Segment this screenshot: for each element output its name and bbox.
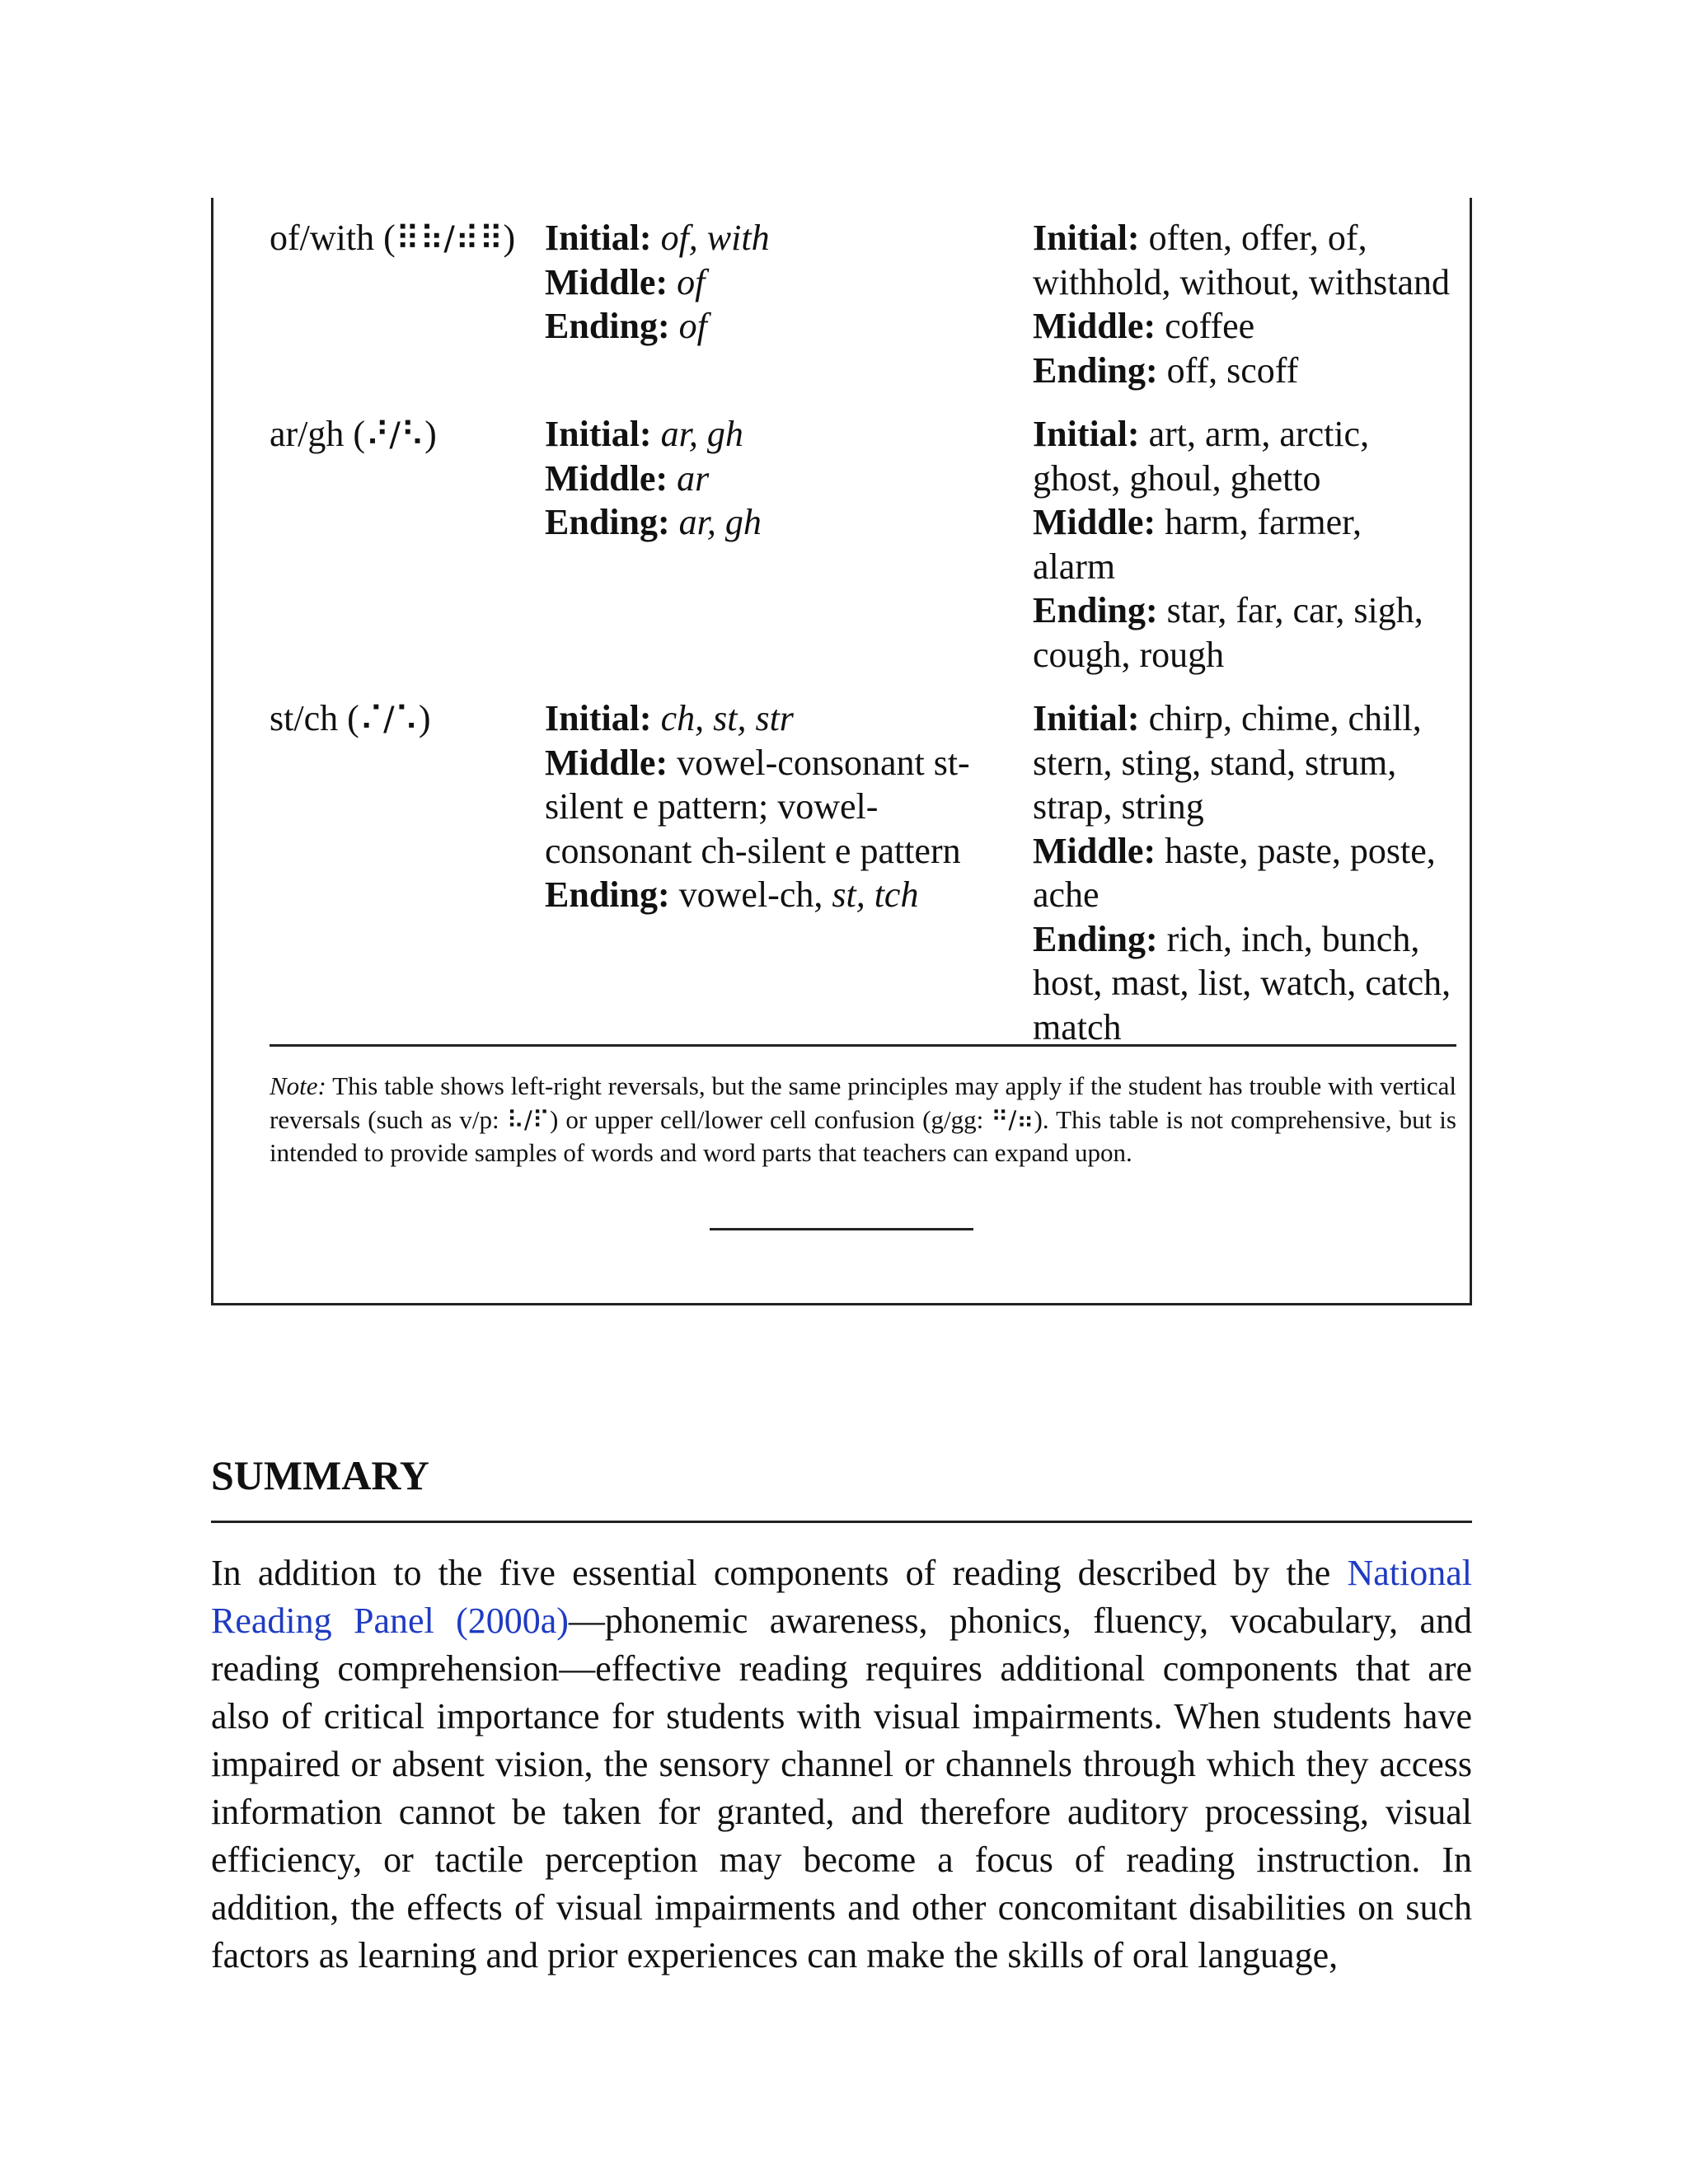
summary-paragraph: In addition to the five essential components of reading described by the National Reading Panel (2000a)—phonemic awareness, phonics, fluency, vocabulary, and reading comprehension—effective reading requires additional components that are also of critical importance for students with visual impairments. When students have impaired or absent vision, the sensory channel or channels through which they access information cannot be taken for granted, and therefore auditory processing, visual efficiency, or tactile perception may become a focus of reading instruction. In addition, the effects of visual impairments and other concomitant disabilities on such factors as learning and prior experiences can make the skills of oral language, bbox=[211, 1553, 1473, 1975]
examples-cell: Initial: often, offer, of, withhold, without, withstand Middle: coffee Ending: off, scoff bbox=[1033, 218, 1450, 391]
examples-cell: Initial: art, arm, arctic, ghost, ghoul, ghetto Middle: harm, farmer, alarm Ending: star, far, car, sigh, cough, rough bbox=[1033, 414, 1423, 675]
contexts-cell: Initial: ch, st, str Middle: vowel-consonant st- silent e pattern; vowel- consonant ch-silent e pattern Ending: vowel-ch, st, tch bbox=[545, 698, 970, 915]
table-row bbox=[270, 216, 1456, 392]
braille-cells: ⠧/⠏ bbox=[506, 1105, 550, 1134]
table-note: Note: This table shows left-right reversals, but the same principles may apply if the student has trouble with vertical reversals (such as v/p: ⠧/⠏) or upper cell/lower cell confusion (g/gg: ⠛/⠶). This table is not comprehensive, but is intended to provide samples of words and word parts that teachers can expand upon. bbox=[270, 1071, 1456, 1167]
contexts-cell: Initial: of, with Middle: of Ending: of bbox=[545, 218, 770, 346]
table-row bbox=[270, 412, 1456, 677]
section-divider bbox=[710, 1228, 973, 1230]
reversal-table bbox=[211, 198, 1472, 1305]
braille-cells: ⠜/⠣ bbox=[365, 416, 425, 454]
braille-cells: ⠛/⠶ bbox=[991, 1105, 1034, 1134]
table-row bbox=[270, 696, 1456, 1049]
letter-pair-cell: of/with (⠿⠷/⠾⠿) bbox=[270, 218, 516, 258]
contexts-cell: Initial: ar, gh Middle: ar Ending: ar, gh bbox=[545, 414, 762, 542]
table-rows bbox=[270, 216, 1456, 1049]
citation-link[interactable]: National Reading Panel (2000a) bbox=[211, 1553, 1472, 1641]
examples-cell: Initial: chirp, chime, chill, stern, sting, stand, strum, strap, string Middle: haste, paste, poste, ache Ending: rich, inch, bunch, host, mast, list, watch, catch, match bbox=[1033, 698, 1451, 1047]
section-heading: SUMMARY bbox=[211, 1452, 429, 1498]
heading-rule bbox=[211, 1521, 1472, 1523]
braille-cells: ⠌/⠡ bbox=[359, 701, 419, 738]
letter-pair-cell: st/ch (⠌/⠡) bbox=[270, 698, 431, 738]
letter-pair-cell: ar/gh (⠜/⠣) bbox=[270, 414, 437, 454]
table-bottom-rule bbox=[270, 1044, 1456, 1047]
braille-cells: ⠿⠷/⠾⠿ bbox=[395, 220, 504, 258]
